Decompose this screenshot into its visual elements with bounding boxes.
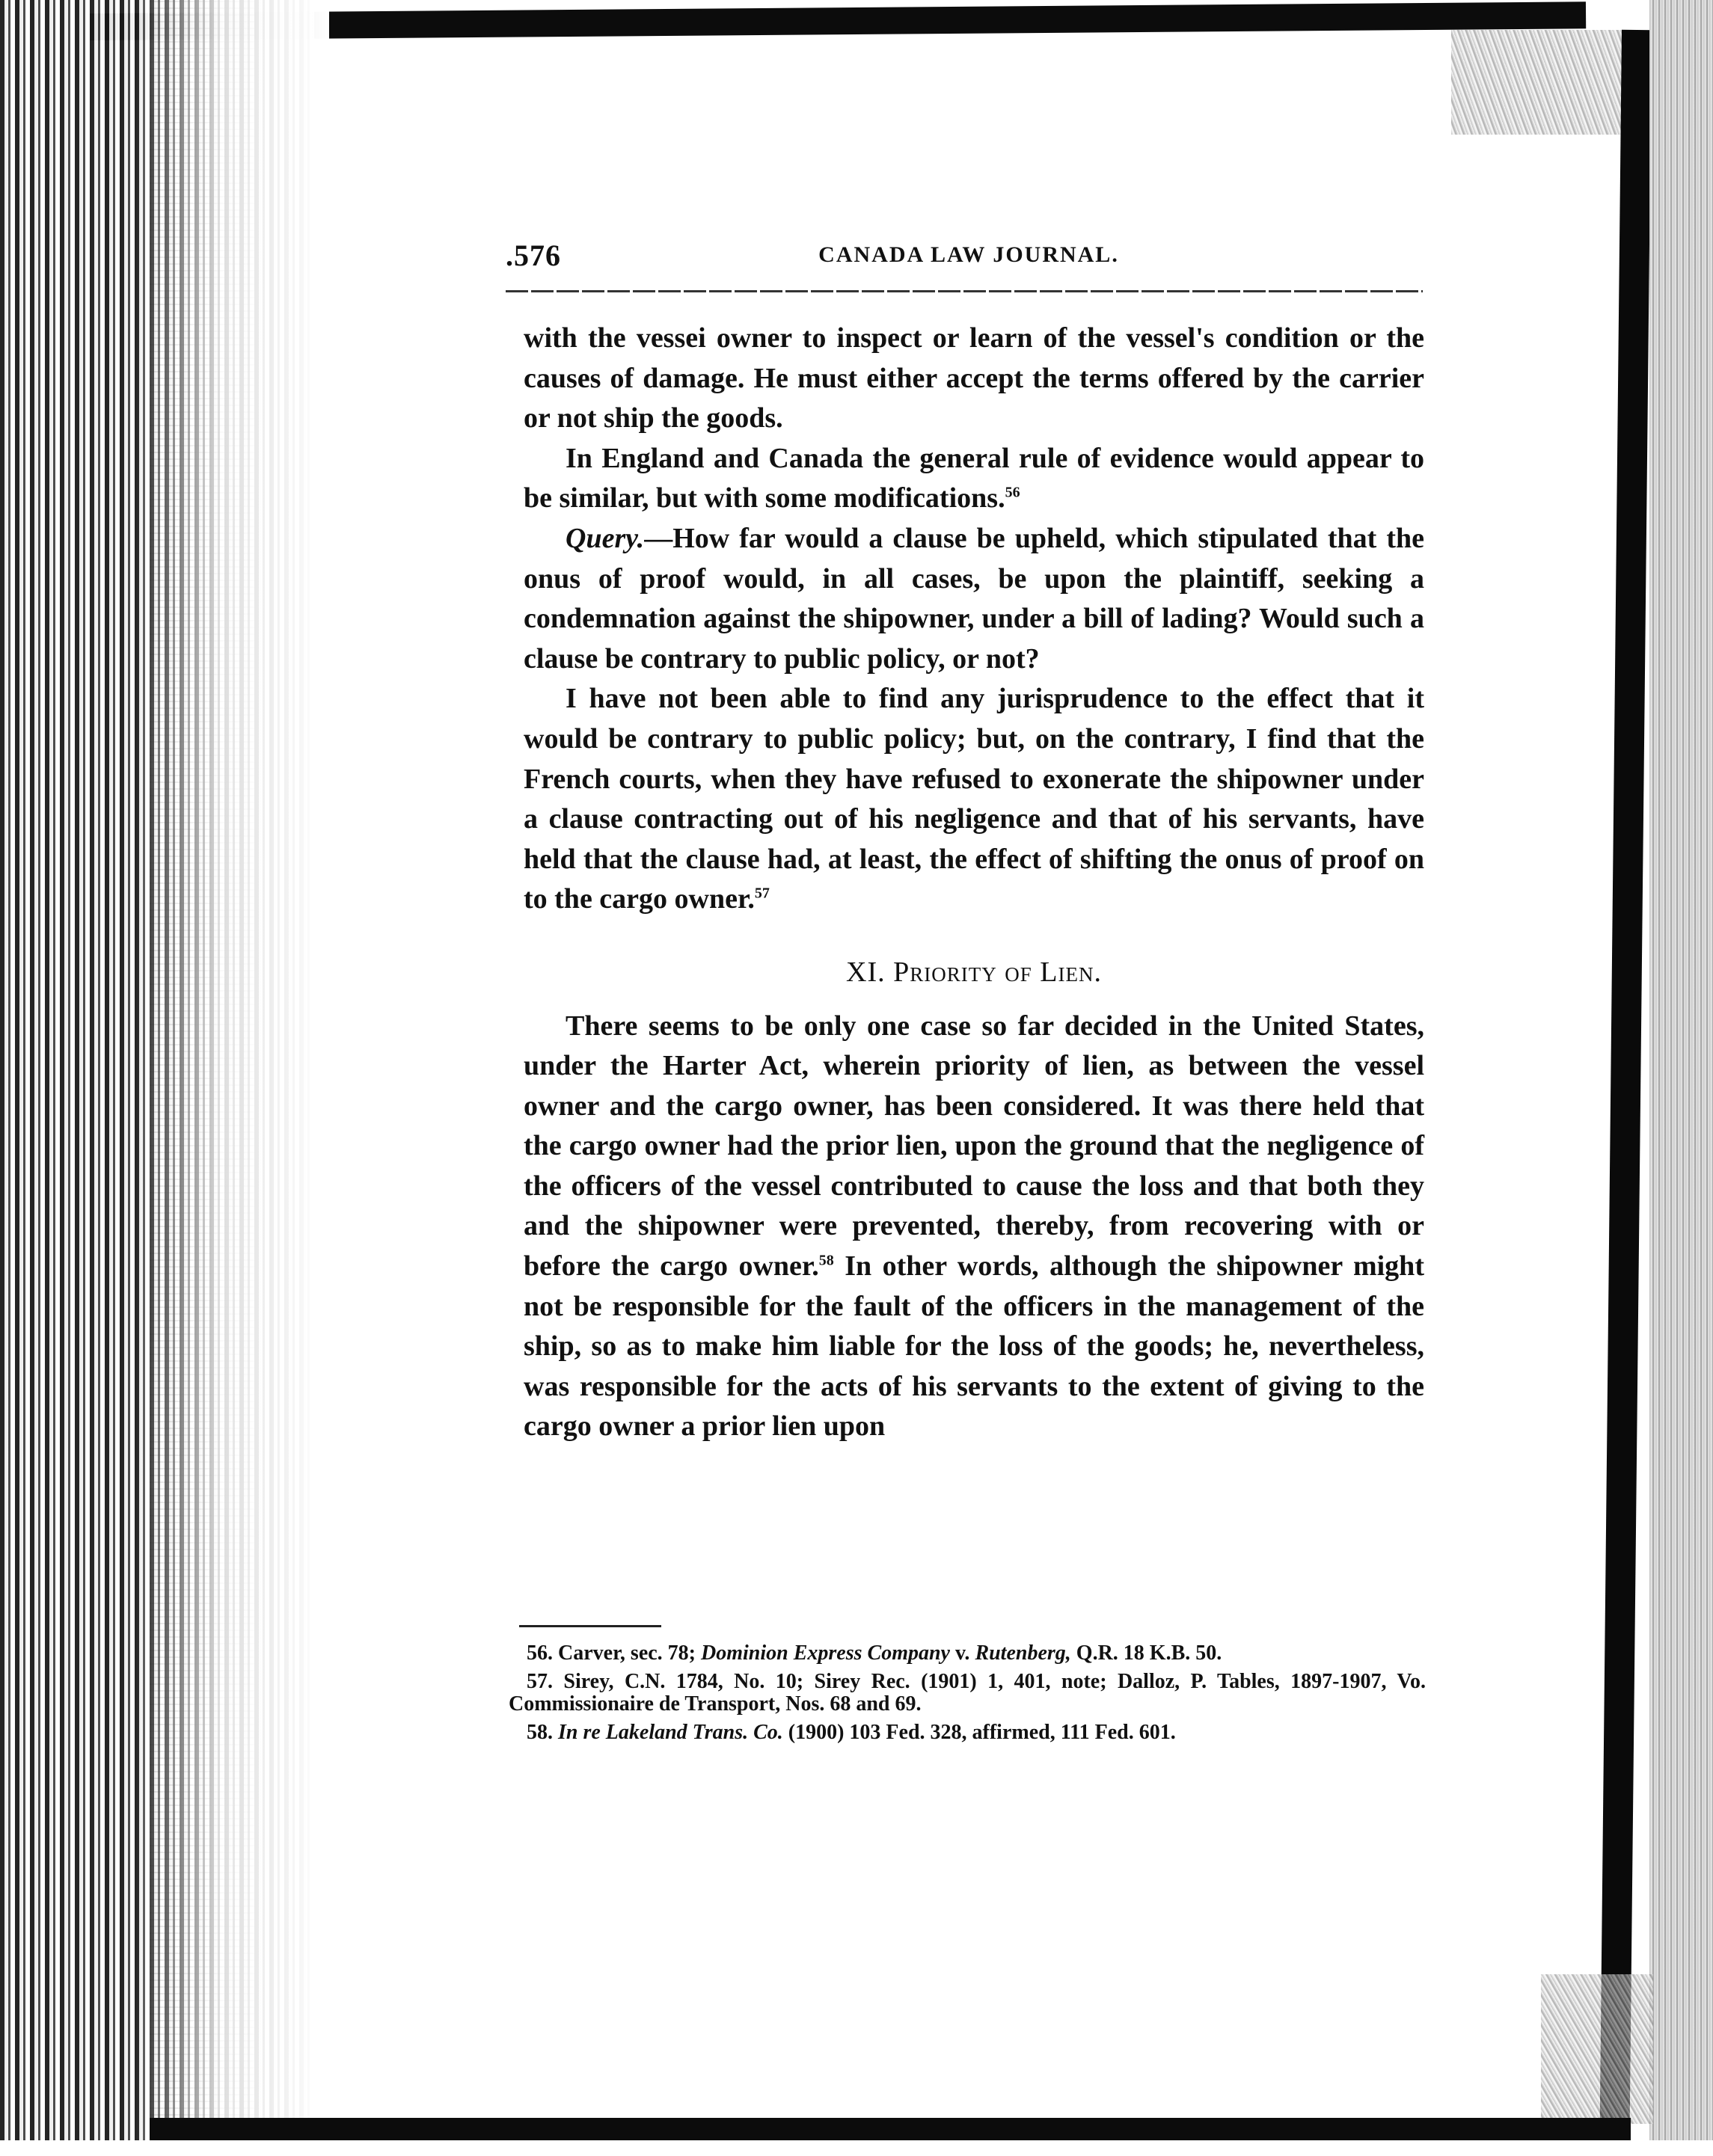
paragraph-text: —How far would a clause be upheld, which stipulated that the onus of proof would, in all cases, be upon the plaintiff, seeking a condemnation against the shipowner, under a bill of lading? Would such a clause be contrary to public policy, or not?	[524, 522, 1424, 675]
case-name: Dominion Express Company	[701, 1641, 950, 1665]
footnote-57: 57. Sirey, C.N. 1784, No. 10; Sirey Rec. (1901) 1, 401, note; Dalloz, P. Tables, 1897-1907, Vo. Commissionaire de Transport, Nos. 68 and 69.	[509, 1670, 1426, 1716]
body-text	[524, 319, 1424, 1447]
running-head: CANADA LAW JOURNAL.	[818, 242, 1119, 267]
header-rule	[506, 290, 1423, 292]
section-heading	[524, 953, 1424, 993]
paragraph-query	[524, 519, 1424, 679]
footnote-text: Q.R. 18 K.B. 50.	[1070, 1641, 1222, 1665]
footnote-text: (1900) 103 Fed. 328, affirmed, 111 Fed. 601.	[782, 1721, 1176, 1744]
section-number: XI.	[846, 956, 886, 988]
footnote-text: v.	[949, 1641, 975, 1665]
footnote-ref-57: 57	[754, 885, 770, 902]
footnote-text: 58.	[527, 1721, 558, 1744]
paragraph-text-cont: In other words, although the shipowner might not be responsible for the fault of the officers in the management of the ship, so as to make him liable for the loss of the goods; he, nevertheless, was responsible for the acts of his servants to the extent of giving to the cargo owner a prior lien upon	[524, 1250, 1424, 1443]
paragraph-jurisprudence	[524, 679, 1424, 920]
paragraph-evidence	[524, 439, 1424, 519]
case-name: In re Lakeland Trans. Co.	[558, 1721, 783, 1744]
footnote-56	[509, 1642, 1426, 1665]
footnote-rule	[519, 1625, 661, 1627]
paragraph-text: In England and Canada the general rule of evidence would appear to be similar, but with some modifications.	[524, 442, 1424, 515]
page-header	[506, 238, 1432, 283]
paragraph-text: I have not been able to find any jurisprudence to the effect that it would be contrary to public policy; but, on the contrary, I find that the French courts, when they have refused to exonerate the shipowner under a clause contracting out of his negligence and that of his servants, have held that the clause had, at least, the effect of shifting the onus of proof on to the cargo owner.	[524, 683, 1424, 915]
section-title: Priority of Lien.	[893, 956, 1102, 988]
query-lead: Query.	[566, 522, 645, 554]
footnote-58	[509, 1722, 1426, 1744]
footnote-ref-56: 56	[1005, 484, 1020, 501]
footnotes	[509, 1642, 1426, 1750]
case-name: Rutenberg,	[975, 1641, 1071, 1665]
page-number: .576	[506, 239, 561, 272]
footnote-text: 56. Carver, sec. 78;	[527, 1641, 702, 1665]
paragraph-text: There seems to be only one case so far decided in the United States, under the Harter Act, wherein priority of lien, as between the vessel owner and the cargo owner, has been considered. It was there held that the cargo owner had the prior lien, upon the ground that the negligence of the officers of the vessel contributed to cause the loss and that both they and the shipowner were prevented, thereby, from recovering with or before the cargo owner.	[524, 1010, 1424, 1283]
paragraph-continued: with the vessei owner to inspect or learn of the vessel's condition or the causes of damage. He must either accept the terms offered by the carrier or not ship the goods.	[524, 322, 1424, 434]
paragraph-priority	[524, 1007, 1424, 1448]
footnote-ref-58: 58	[818, 1252, 834, 1269]
